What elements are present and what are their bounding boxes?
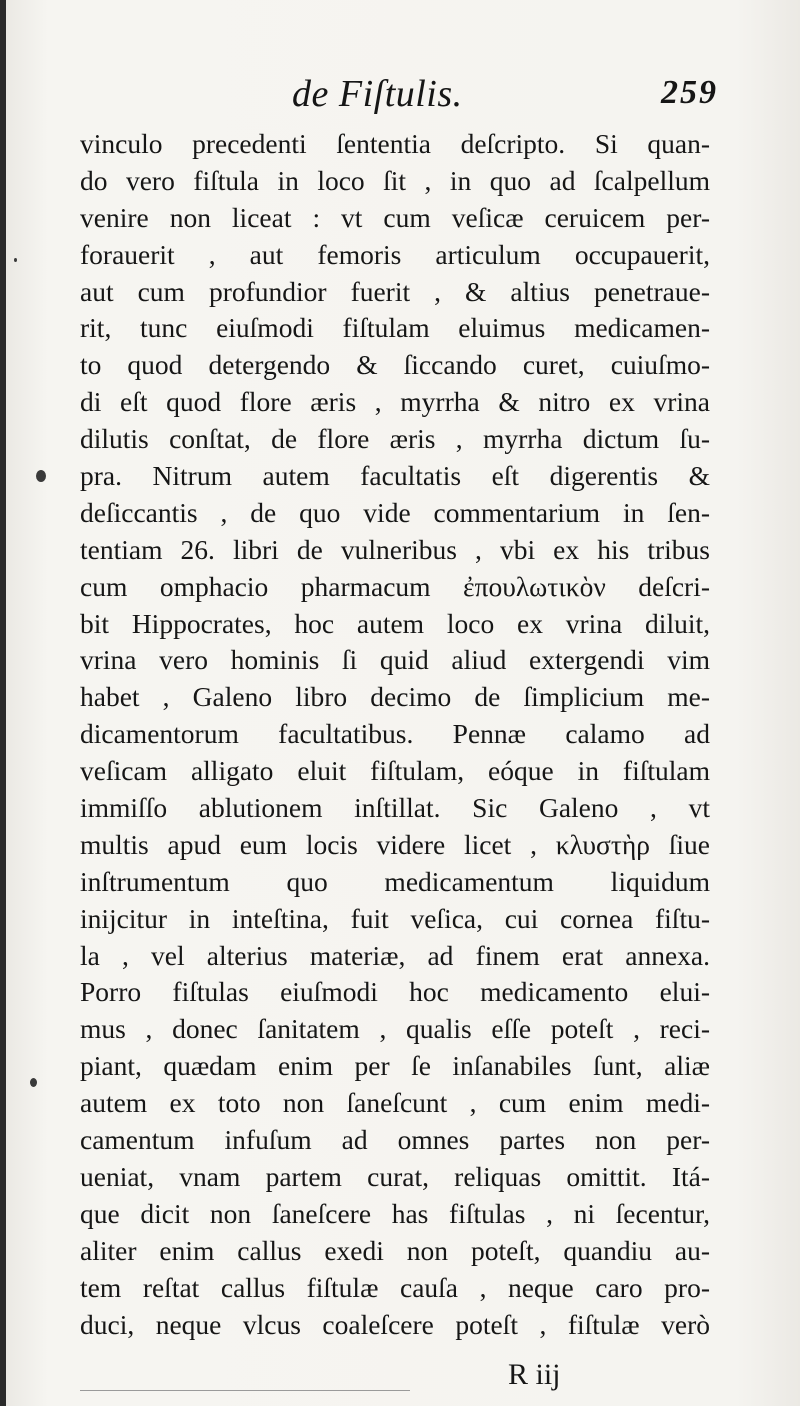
- text-line: venire non liceat : vt cum veſicæ ceruicem per-: [80, 201, 710, 233]
- text-line: mus , donec ſanitatem , qualis eſſe poteſt , reci-: [80, 1013, 710, 1045]
- text-line: bit Hippocrates, hoc autem loco ex vrina diluit,: [80, 607, 710, 639]
- text-line: que dicit non ſaneſcere has fiſtulas , ni ſecentur,: [80, 1197, 710, 1229]
- page-header: [80, 68, 720, 122]
- text-line: cum omphacio pharmacum ἐπουλωτικὸν deſcri-: [80, 570, 710, 602]
- text-line: multis apud eum locis videre licet , κλυστὴρ ſiue: [80, 828, 710, 860]
- text-line: forauerit , aut femoris articulum occupauerit,: [80, 238, 710, 270]
- ink-speck: [14, 258, 17, 262]
- text-line: inſtrumentum quo medicamentum liquidum: [80, 865, 710, 897]
- text-line: autem ex toto non ſaneſcunt , cum enim medi-: [80, 1087, 710, 1119]
- text-line: deſiccantis , de quo vide commentarium in ſen-: [80, 496, 710, 528]
- text-line: ueniat, vnam partem curat, reliquas omittit. Itá-: [80, 1160, 710, 1192]
- text-line: la , vel alterius materiæ, ad finem erat annexa.: [80, 939, 710, 971]
- text-line: duci, neque vlcus coaleſcere poteſt , fiſtulæ verò: [80, 1308, 710, 1340]
- page-footer: [500, 1358, 620, 1398]
- text-line: tem reſtat callus fiſtulæ cauſa , neque caro pro-: [80, 1271, 710, 1303]
- text-line: Porro fiſtulas eiuſmodi hoc medicamento elui-: [80, 976, 710, 1008]
- page-edge-shadow: [0, 0, 6, 1406]
- text-line: aliter enim callus exedi non poteſt, quandiu au-: [80, 1234, 710, 1266]
- running-title: de Fiſtulis.: [292, 73, 463, 115]
- text-line: piant, quædam enim per ſe inſanabiles ſunt, aliæ: [80, 1050, 710, 1082]
- text-line: veſicam alligato eluit fiſtulam, eóque in fiſtulam: [80, 755, 710, 787]
- text-line: camentum infuſum ad omnes partes non per-: [80, 1124, 710, 1156]
- text-line: immiſſo ablutionem inſtillat. Sic Galeno , vt: [80, 792, 710, 824]
- body-text: [80, 126, 710, 1343]
- bottom-rule: [80, 1390, 410, 1391]
- text-line: di eſt quod flore æris , myrrha & nitro ex vrina: [80, 386, 710, 418]
- signature-mark: R iij: [508, 1358, 561, 1391]
- text-line: tentiam 26. libri de vulneribus , vbi ex his tribus: [80, 533, 710, 565]
- text-line: rit, tunc eiuſmodi fiſtulam eluimus medicamen-: [80, 312, 710, 344]
- page-number: 259: [661, 74, 718, 111]
- text-line: dilutis conſtat, de flore æris , myrrha dictum ſu-: [80, 423, 710, 455]
- ink-speck: [30, 1078, 37, 1087]
- text-line: inijcitur in inteſtina, fuit veſica, cui cornea fiſtu-: [80, 902, 710, 934]
- ink-speck: [36, 470, 46, 482]
- text-line: pra. Nitrum autem facultatis eſt digerentis &: [80, 460, 710, 492]
- text-line: to quod detergendo & ſiccando curet, cuiuſmo-: [80, 349, 710, 381]
- text-line: vrina vero hominis ſi quid aliud extergendi vim: [80, 644, 710, 676]
- text-line: habet , Galeno libro decimo de ſimplicium me-: [80, 681, 710, 713]
- text-line: dicamentorum facultatibus. Pennæ calamo ad: [80, 718, 710, 750]
- text-line: vinculo precedenti ſententia deſcripto. Si quan-: [80, 128, 710, 159]
- text-line: aut cum profundior fuerit , & altius penetraue-: [80, 275, 710, 307]
- text-line: do vero fiſtula in loco ſit , in quo ad ſcalpellum: [80, 164, 710, 196]
